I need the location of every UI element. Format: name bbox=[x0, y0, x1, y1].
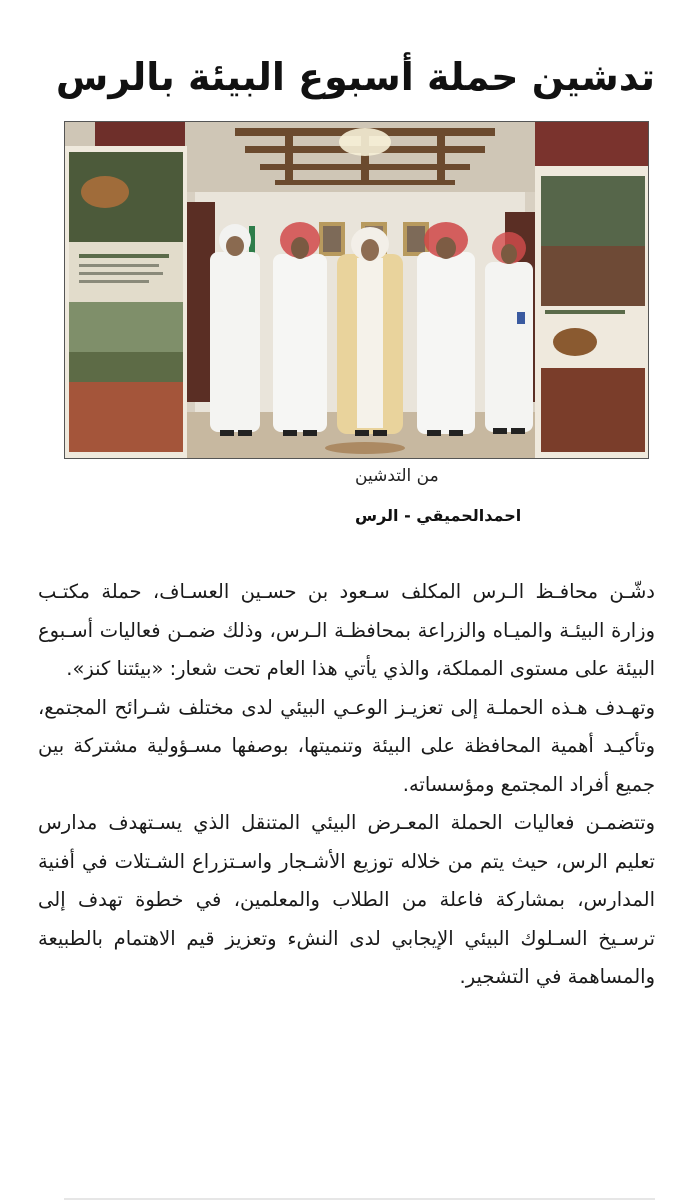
photo-caption: من التدشين bbox=[355, 466, 439, 486]
article-paragraph-2: وتهـدف هـذه الحملـة إلى تعزيـز الوعـي البيئي لدى مختلف شـرائح المجتمع، وتأكيـد أهمية المحافظة على البيئة وتنميتها، بوصفها مسـؤولية مشتركة بين جميع أفراد المجتمع ومؤسساته. bbox=[38, 695, 655, 796]
article-photo bbox=[64, 121, 649, 459]
article-headline: تدشين حملة أسبوع البيئة بالرس bbox=[55, 55, 655, 100]
article-paragraph-1: دشّـن محافـظ الـرس المكلف سـعود بن حسـين العسـاف، حملة مكتـب وزارة البيئـة والميـاه والزراعة بمحافظـة الـرس، وذلك ضمـن فعاليات أسـبوع البيئة على مستوى المملكة، والذي يأتي هذا العام تحت شعار: «بيئتنا كنز». bbox=[38, 580, 655, 680]
photo-credit: احمدالحميقي - الرس bbox=[355, 506, 522, 525]
article-paragraph-3: وتتضمـن فعاليات الحملة المعـرض البيئي المتنقل الذي يسـتهدف مدارس تعليم الرس، حيث يتم من خلاله توزيع الأشـجار واسـتزراع الشـتلات في أفنية المدارس، بمشاركة فاعلة من الطلاب والمعلمين، في خطوة تهدف إلى ترسـيخ السـلوك البيئي الإيجابي لدى النشء وتعزيز قيم الاهتمام بالطبيعة والمساهمة في التشجير. bbox=[38, 811, 655, 988]
article-body bbox=[38, 573, 655, 997]
